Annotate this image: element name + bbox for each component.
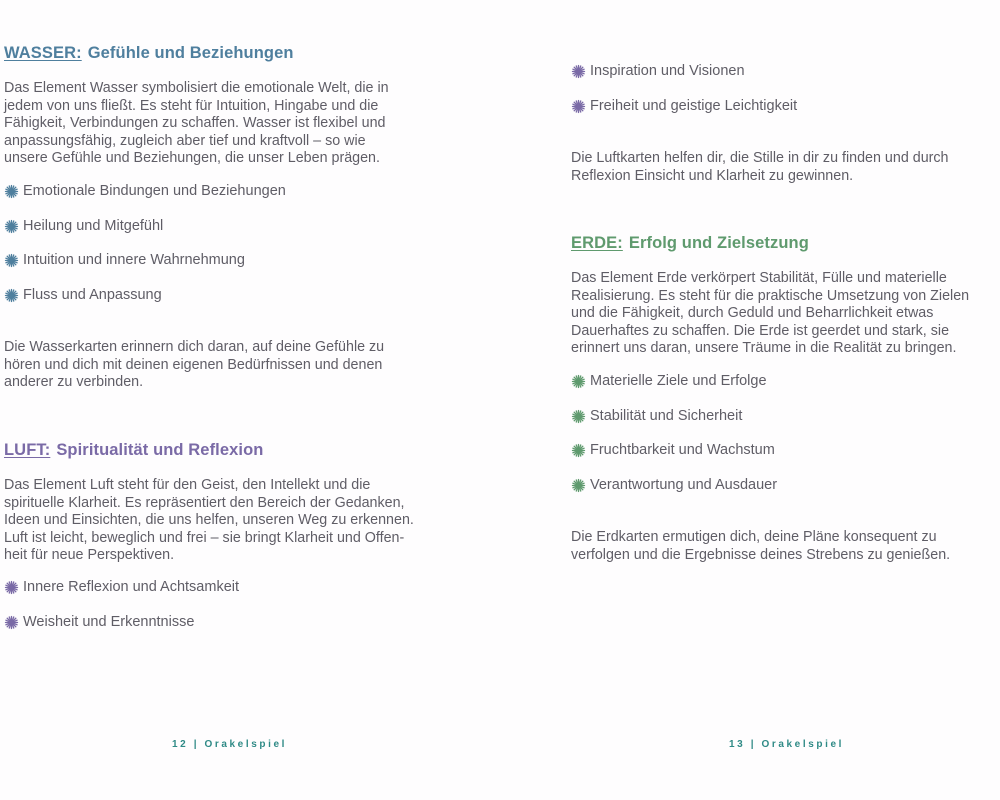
erde-title: Erfolg und Zielsetzung bbox=[628, 234, 809, 252]
erde-bullet bbox=[571, 442, 775, 458]
star-icon bbox=[571, 64, 586, 79]
star-icon bbox=[4, 580, 19, 595]
star-icon bbox=[4, 219, 19, 234]
bullet-text: Weisheit und Erkenntnisse bbox=[23, 614, 195, 630]
star-icon bbox=[571, 478, 586, 493]
bullet-text: Stabilität und Sicherheit bbox=[590, 408, 743, 424]
wasser-key: WASSER: bbox=[4, 44, 82, 62]
text-line: Realisierung. Es steht für die praktische Umsetzung von Zielen bbox=[571, 287, 970, 304]
text-line: heit für neue Perspektiven. bbox=[4, 547, 175, 563]
page-number-left: 12 | Orakelspiel bbox=[172, 739, 287, 750]
text-line: Das Element Erde verkörpert Stabilität, Fülle und materielle bbox=[571, 270, 947, 286]
text-line: Das Element Luft steht für den Geist, den Intellekt und die bbox=[4, 477, 371, 493]
text-line: Das Element Wasser symbolisiert die emotionale Welt, die in bbox=[4, 80, 389, 96]
bullet-text: Freiheit und geistige Leichtigkeit bbox=[590, 98, 798, 114]
bullet-text: Verantwortung und Ausdauer bbox=[590, 477, 778, 493]
text-line: Fähigkeit, Verbindungen zu schaffen. Wasser ist flexibel und bbox=[4, 115, 386, 131]
bullet-text: Fruchtbarkeit und Wachstum bbox=[590, 442, 775, 458]
luft-title: Spiritualität und Reflexion bbox=[56, 441, 264, 459]
wasser-bullet bbox=[4, 218, 163, 234]
bullet-text: Innere Reflexion und Achtsamkeit bbox=[23, 579, 240, 595]
luft-bullet bbox=[4, 579, 239, 595]
wasser-bullet bbox=[4, 287, 162, 303]
star-icon bbox=[4, 184, 19, 199]
text-line: Dauerhaftes zu schaffen. Die Erde ist geerdet und stark, sie bbox=[571, 322, 950, 339]
text-line: anderer zu verbinden. bbox=[4, 374, 144, 390]
erde-bullet bbox=[571, 373, 767, 389]
bullet-text: Emotionale Bindungen und Beziehungen bbox=[23, 183, 286, 199]
star-icon bbox=[4, 615, 19, 630]
luft-key: LUFT: bbox=[4, 441, 51, 459]
bullet-text: Heilung und Mitgefühl bbox=[23, 218, 164, 234]
erde-closing bbox=[571, 529, 1000, 564]
text-line: Die Luftkarten helfen dir, die Stille in dir zu finden und durch bbox=[571, 150, 949, 166]
wasser-title: Gefühle und Beziehungen bbox=[87, 44, 294, 62]
text-line: hören und dich mit deinen eigenen Bedürfnissen und denen bbox=[4, 356, 383, 373]
wasser-intro bbox=[4, 80, 434, 168]
page-number-right: 13 | Orakelspiel bbox=[729, 739, 844, 750]
bullet-text: Fluss und Anpassung bbox=[23, 287, 162, 303]
erde-bullet bbox=[571, 408, 742, 424]
star-icon bbox=[571, 374, 586, 389]
wasser-bullet bbox=[4, 183, 286, 199]
bullet-text: Inspiration und Visionen bbox=[590, 63, 745, 79]
erde-bullet bbox=[571, 477, 777, 493]
luft-intro bbox=[4, 477, 434, 565]
text-line: Die Erdkarten ermutigen dich, deine Pläne konsequent zu bbox=[571, 529, 937, 545]
wasser-heading bbox=[4, 44, 294, 63]
text-line: Ideen und Einsichten, die uns helfen, unseren Weg zu erkennen. bbox=[4, 512, 414, 528]
erde-intro bbox=[571, 270, 1000, 358]
luft-bullet bbox=[571, 63, 745, 79]
text-line: jedem von uns fließt. Es steht für Intuition, Hingabe und die bbox=[4, 97, 379, 114]
text-line: verfolgen und die Ergebnisse deines Strebens zu genießen. bbox=[571, 546, 951, 563]
bullet-text: Materielle Ziele und Erfolge bbox=[590, 373, 767, 389]
luft-bullet bbox=[571, 98, 797, 114]
luft-bullet bbox=[4, 614, 194, 630]
wasser-closing bbox=[4, 339, 434, 392]
text-line: erinnert uns daran, unsere Träume in die Realität zu bringen. bbox=[571, 340, 957, 356]
text-line: Reflexion Einsicht und Klarheit zu gewinnen. bbox=[571, 167, 854, 184]
text-line: spirituelle Klarheit. Es repräsentiert den Bereich der Gedanken, bbox=[4, 494, 405, 511]
bullet-text: Intuition und innere Wahrnehmung bbox=[23, 252, 245, 268]
star-icon bbox=[4, 288, 19, 303]
text-line: und die Fähigkeit, durch Geduld und Beharrlichkeit etwas bbox=[571, 305, 934, 321]
star-icon bbox=[4, 253, 19, 268]
text-line: Luft ist leicht, beweglich und frei – sie bringt Klarheit und Offen- bbox=[4, 529, 405, 546]
star-icon bbox=[571, 443, 586, 458]
star-icon bbox=[571, 99, 586, 114]
text-line: anpassungsfähig, zugleich aber tief und kraftvoll – so wie bbox=[4, 132, 366, 149]
text-line: Die Wasserkarten erinnern dich daran, auf deine Gefühle zu bbox=[4, 339, 385, 355]
erde-key: ERDE: bbox=[571, 234, 623, 252]
luft-heading bbox=[4, 441, 263, 460]
star-icon bbox=[571, 409, 586, 424]
luft-closing bbox=[571, 150, 1000, 185]
text-line: unsere Gefühle und Beziehungen, die unser Leben prägen. bbox=[4, 150, 380, 166]
erde-heading bbox=[571, 234, 809, 253]
wasser-bullet bbox=[4, 252, 245, 268]
